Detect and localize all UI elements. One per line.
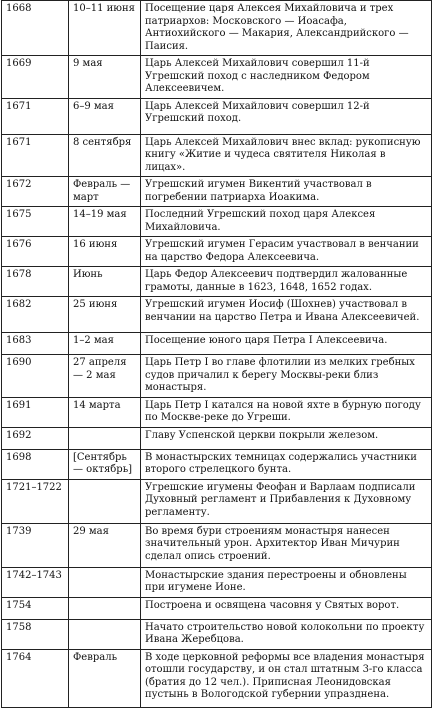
year-cell: 1739 (2, 523, 69, 567)
table-row (2, 237, 432, 267)
year-cell: 1668 (2, 1, 69, 56)
year-cell: 1754 (2, 597, 69, 619)
event-cell: Царь Федор Алексеевич подтвердил жалованные грамоты, данные в 1623, 1648, 1652 годах. (141, 267, 432, 297)
year-cell: 1692 (2, 427, 69, 449)
year-cell: 1671 (2, 98, 69, 134)
table-row (2, 649, 432, 707)
year-cell: 1742–1743 (2, 567, 69, 597)
date-cell (69, 479, 141, 523)
year-cell: 1676 (2, 237, 69, 267)
table-row (2, 397, 432, 427)
date-cell: 27 апреля — 2 мая (69, 355, 141, 398)
year-cell: 1690 (2, 355, 69, 398)
event-cell: Царь Петр I во главе флотилии из мелких гребных судов причалил к берегу Москвы-реки близ монастыря. (141, 355, 432, 398)
table-row (2, 333, 432, 355)
table-row (2, 98, 432, 134)
event-cell: Угрешские игумены Феофан и Варлаам подписали Духовный регламент и Прибавления к Духовному регламенту. (141, 479, 432, 523)
year-cell: 1758 (2, 619, 69, 649)
date-cell (69, 597, 141, 619)
table-row (2, 207, 432, 237)
event-cell: Царь Алексей Михайлович внес вклад: рукописную книгу «Житие и чудеса святителя Николая в лицах». (141, 134, 432, 177)
year-cell: 1675 (2, 207, 69, 237)
date-cell: 1–2 мая (69, 333, 141, 355)
event-cell: Монастырские здания перестроены и обновлены при игумене Ионе. (141, 567, 432, 597)
event-cell: Царь Петр I катался на новой яхте в бурную погоду по Москве-реке до Угреши. (141, 397, 432, 427)
date-cell: 10–11 июня (69, 1, 141, 56)
table-row (2, 177, 432, 207)
year-cell: 1691 (2, 397, 69, 427)
table-row (2, 597, 432, 619)
table-row (2, 1, 432, 56)
year-cell: 1764 (2, 649, 69, 707)
year-cell: 1683 (2, 333, 69, 355)
event-cell: В монастырских темницах содержались участники второго стрелецкого бунта. (141, 449, 432, 479)
table-row (2, 479, 432, 523)
event-cell: Главу Успенской церкви покрыли железом. (141, 427, 432, 449)
table-row (2, 297, 432, 333)
date-cell: 8 сентября (69, 134, 141, 177)
date-cell: 16 июня (69, 237, 141, 267)
date-cell: 29 мая (69, 523, 141, 567)
table-row (2, 567, 432, 597)
year-cell: 1672 (2, 177, 69, 207)
table-row (2, 355, 432, 398)
chronology-table (1, 0, 432, 708)
year-cell: 1671 (2, 134, 69, 177)
event-cell: Угрешский игумен Викентий участвовал в погребении патриарха Иоакима. (141, 177, 432, 207)
date-cell: Февраль — март (69, 177, 141, 207)
table-row (2, 427, 432, 449)
year-cell: 1669 (2, 56, 69, 99)
event-cell: Посещение царя Алексея Михайловича и трех патриархов: Московского — Иоасафа, Антиохийского — Макария, Александрийского — Паисия. (141, 1, 432, 56)
table-row (2, 523, 432, 567)
date-cell (69, 427, 141, 449)
date-cell (69, 567, 141, 597)
date-cell: 14 марта (69, 397, 141, 427)
date-cell: 14–19 мая (69, 207, 141, 237)
table-row (2, 619, 432, 649)
year-cell: 1678 (2, 267, 69, 297)
event-cell: В ходе церковной реформы все владения монастыря отошли государству, и он стал штатным 3-го класса (братия до 12 чел.). Приписная Леонидовская пустынь в Вологодской губернии упразднена. (141, 649, 432, 707)
date-cell: 25 июня (69, 297, 141, 333)
chronology-body (2, 1, 432, 708)
event-cell: Посещение юного царя Петра I Алексеевича. (141, 333, 432, 355)
event-cell: Последний Угрешский поход царя Алексея Михайловича. (141, 207, 432, 237)
date-cell: 9 мая (69, 56, 141, 99)
table-row (2, 56, 432, 99)
event-cell: Во время бури строениям монастыря нанесен значительный урон. Архитектор Иван Мичурин сделал опись строений. (141, 523, 432, 567)
date-cell: 6–9 мая (69, 98, 141, 134)
event-cell: Угрешский игумен Герасим участвовал в венчании на царство Федора Алексеевича. (141, 237, 432, 267)
date-cell (69, 619, 141, 649)
event-cell: Построена и освящена часовня у Святых ворот. (141, 597, 432, 619)
event-cell: Начато строительство новой колокольни по проекту Ивана Жеребцова. (141, 619, 432, 649)
year-cell: 1698 (2, 449, 69, 479)
year-cell: 1721–1722 (2, 479, 69, 523)
event-cell: Царь Алексей Михайлович совершил 11-й Угрешский поход с наследником Федором Алексеевичем. (141, 56, 432, 99)
year-cell: 1682 (2, 297, 69, 333)
date-cell: Июнь (69, 267, 141, 297)
table-row (2, 134, 432, 177)
date-cell: Февраль (69, 649, 141, 707)
table-row (2, 267, 432, 297)
event-cell: Угрешский игумен Иосиф (Шохнев) участвовал в венчании на царство Петра и Ивана Алексеевичей. (141, 297, 432, 333)
table-row (2, 449, 432, 479)
event-cell: Царь Алексей Михайлович совершил 12-й Угрешский поход. (141, 98, 432, 134)
date-cell: [Сентябрь — октябрь] (69, 449, 141, 479)
